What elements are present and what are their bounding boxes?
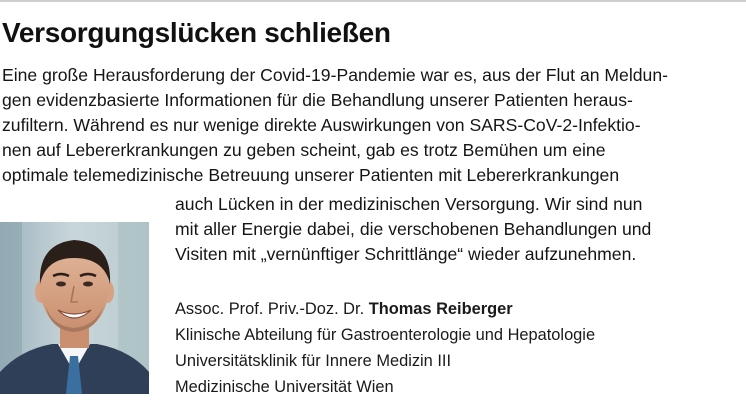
body-line: mit aller Energie dabei, die verschobenen Behandlungen und [175, 219, 652, 239]
top-divider [0, 0, 746, 2]
body-line: Visiten mit „vernünftiger Schrittlänge“ wieder aufzunehmen. [175, 244, 637, 264]
body-line: auch Lücken in der medizinischen Versorgung. Wir sind nun [175, 194, 643, 214]
author-title: Assoc. Prof. Priv.-Doz. Dr. [175, 300, 369, 318]
article-headline: Versorgungslücken schließen [2, 17, 391, 48]
author-affiliation: Klinische Abteilung für Gastroenterologie und Hepatologie [175, 326, 596, 344]
body-line: optimale telemedizinische Betreuung unserer Patienten mit Lebererkrankungen [2, 165, 620, 185]
body-line: zufiltern. Während es nur wenige direkte Auswirkungen von SARS-CoV-2-Infektio- [2, 115, 641, 135]
author-photo [0, 222, 149, 394]
author-affiliation: Medizinische Universität Wien [175, 378, 394, 396]
body-line: Eine große Herausforderung der Covid-19-Pandemie war es, aus der Flut an Meldun- [2, 65, 668, 85]
body-line: nen auf Lebererkrankungen zu geben scheint, gab es trotz Bemühen um eine [2, 140, 606, 160]
author-affiliation: Universitätsklinik für Innere Medizin III [175, 352, 452, 370]
author-byline [175, 298, 513, 320]
body-line: gen evidenzbasierte Informationen für die Behandlung unserer Patienten heraus- [2, 90, 633, 110]
author-name: Thomas Reiberger [368, 300, 513, 318]
